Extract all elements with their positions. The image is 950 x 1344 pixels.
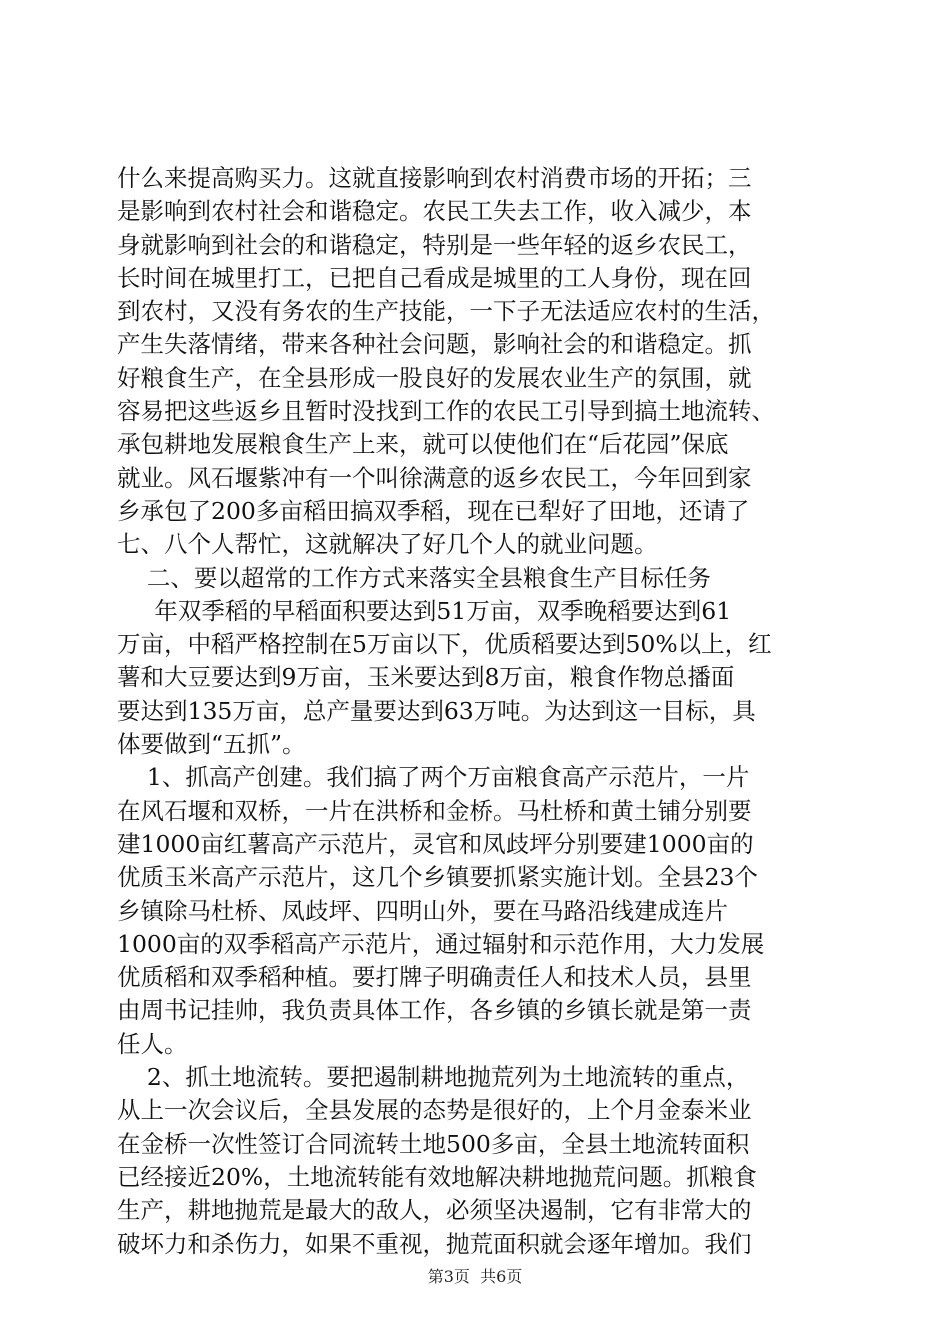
text-line: 优质稻和双季稻种植。要打牌子明确责任人和技术人员，县里 (117, 963, 752, 992)
text-line: 年双季稻的早稻面积要达到51万亩，双季晚稻要达到61 (117, 596, 732, 625)
page-number: 第3页 共6页 (427, 1267, 523, 1286)
text-line: 乡镇除马杜桥、凤歧坪、四明山外，要在马路沿线建成连片 (117, 896, 728, 925)
text-line: 乡承包了200多亩稻田搞双季稻，现在已犁好了田地，还请了 (117, 496, 750, 525)
text-line: 在风石堰和双桥，一片在洪桥和金桥。马杜桥和黄土铺分别要 (117, 796, 752, 825)
text-line: 由周书记挂帅，我负责具体工作，各乡镇的乡镇长就是第一责 (117, 996, 752, 1025)
text-line: 七、八个人帮忙，这就解决了好几个人的就业问题。 (117, 530, 658, 559)
text-line: 建1000亩红薯高产示范片，灵官和凤歧坪分别要建1000亩的 (117, 829, 754, 858)
text-line: 破坏力和杀伤力，如果不重视，抛荒面积就会逐年增加。我们 (117, 1229, 752, 1258)
text-line: 体要做到“五抓”。 (117, 730, 306, 759)
text-line: 承包耕地发展粮食生产上来，就可以使他们在“后花园”保底 (117, 430, 729, 459)
text-line: 容易把这些返乡且暂时没找到工作的农民工引导到搞土地流转、 (117, 397, 775, 426)
text-line: 2、抓土地流转。要把遏制耕地抛荒列为土地流转的重点， (117, 1063, 750, 1092)
text-line: 就业。风石堰紫冲有一个叫徐满意的返乡农民工，今年回到家 (117, 463, 752, 492)
text-line: 长时间在城里打工，已把自己看成是城里的工人身份，现在回 (117, 263, 752, 292)
text-line: 生产，耕地抛荒是最大的敌人，必须坚决遏制，它有非常大的 (117, 1196, 752, 1225)
text-line: 1、抓高产创建。我们搞了两个万亩粮食高产示范片，一片 (117, 763, 750, 792)
text-line: 什么来提高购买力。这就直接影响到农村消费市场的开拓；三 (117, 164, 752, 192)
text-line: 万亩，中稻严格控制在5万亩以下，优质稻要达到50%以上，红 (117, 630, 772, 659)
text-line: 1000亩的双季稻高产示范片，通过辐射和示范作用，大力发展 (117, 929, 765, 958)
text-line: 已经接近20%，土地流转能有效地解决耕地抛荒问题。抓粮食 (117, 1162, 757, 1191)
text-line: 要达到135万亩，总产量要达到63万吨。为达到这一目标，具 (117, 696, 756, 725)
page-footer (0, 1264, 950, 1287)
text-line: 身就影响到社会的和谐稳定，特别是一些年轻的返乡农民工， (117, 230, 752, 259)
text-line: 从上一次会议后，全县发展的态势是很好的，上个月金泰米业 (117, 1096, 752, 1125)
section-heading: 二、要以超常的工作方式来落实全县粮食生产目标任务 (117, 563, 711, 592)
text-line: 优质玉米高产示范片，这几个乡镇要抓紧实施计划。全县23个 (117, 863, 758, 892)
text-line: 在金桥一次性签订合同流转土地500多亩，全县土地流转面积 (117, 1129, 750, 1158)
text-line: 薯和大豆要达到9万亩，玉米要达到8万亩，粮食作物总播面 (117, 663, 735, 692)
text-line: 产生失落情绪，带来各种社会问题，影响社会的和谐稳定。抓 (117, 330, 752, 359)
text-line: 任人。 (117, 1029, 188, 1058)
document-body (117, 162, 833, 1261)
text-line: 好粮食生产，在全县形成一股良好的发展农业生产的氛围，就 (117, 363, 752, 392)
text-line: 到农村，又没有务农的生产技能，一下子无法适应农村的生活， (117, 297, 775, 326)
text-line: 是影响到农村社会和谐稳定。农民工失去工作，收入减少，本 (117, 197, 752, 226)
